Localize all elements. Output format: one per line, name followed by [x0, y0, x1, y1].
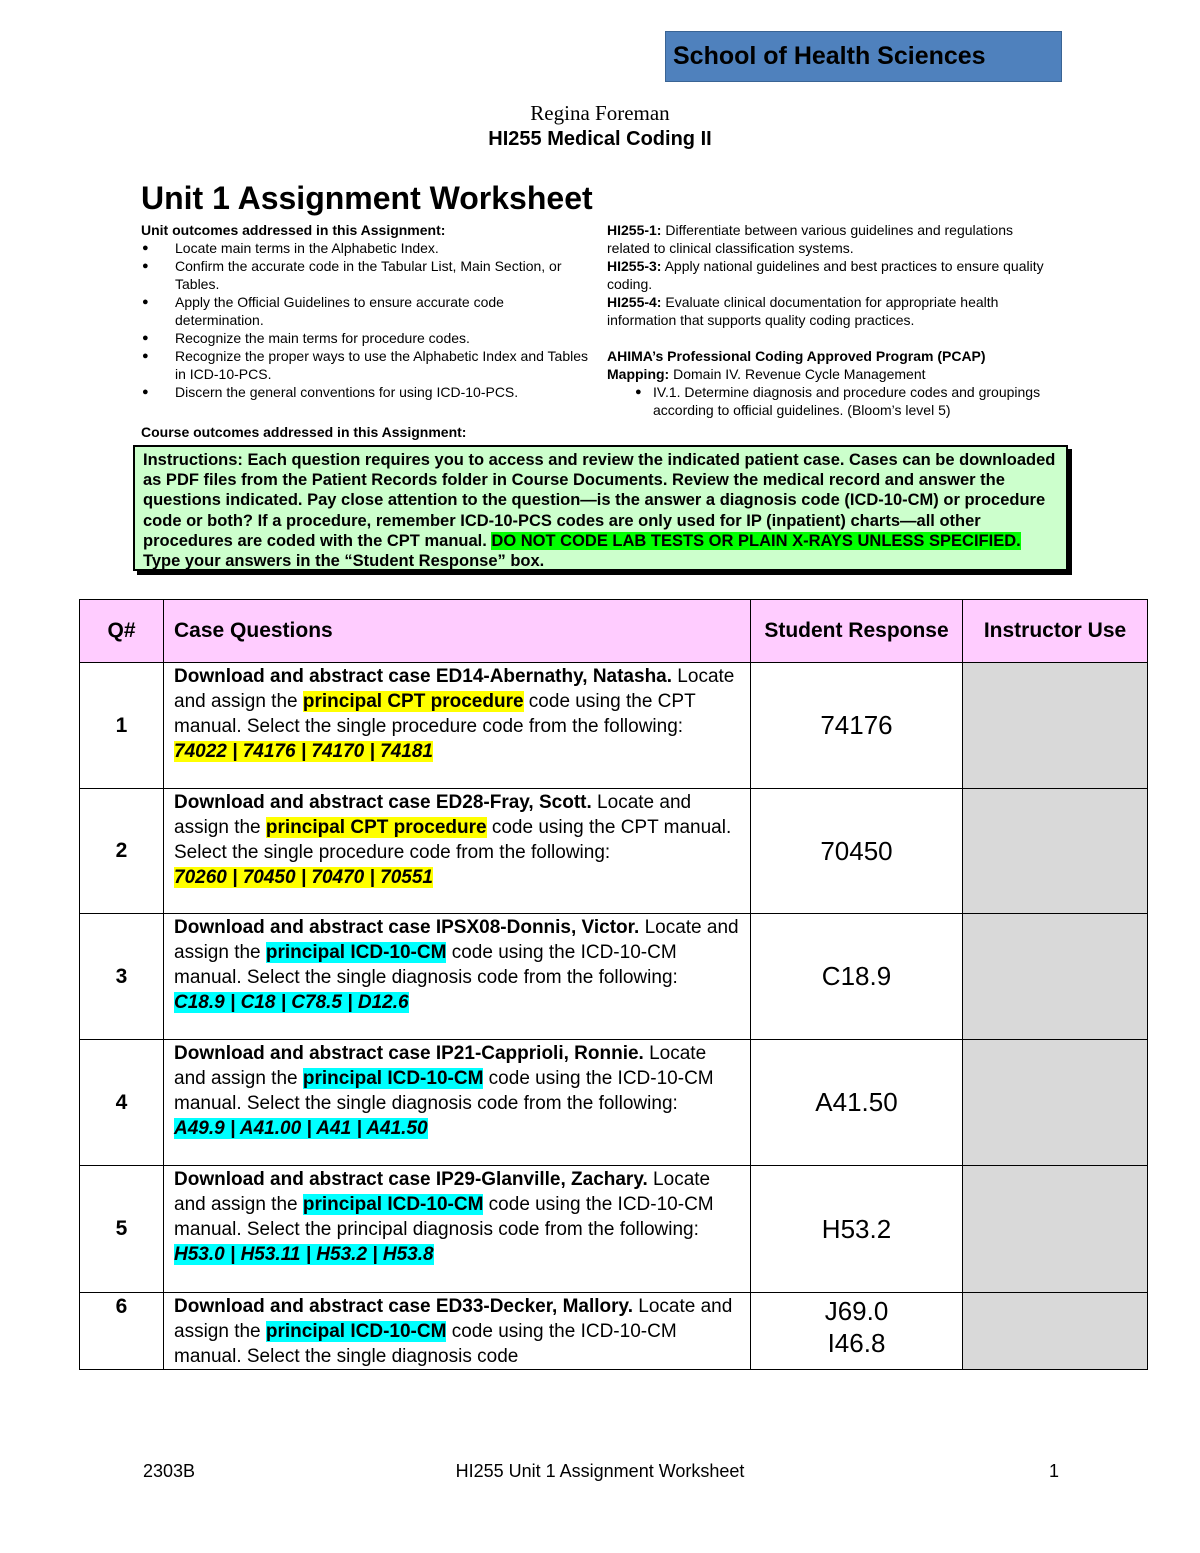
header-instructor-use: Instructor Use [963, 600, 1148, 663]
outcome-code: HI255-4: [607, 294, 662, 310]
case-prompt: Locate and assign the [174, 1169, 711, 1215]
unit-outcomes-list [141, 239, 596, 401]
header-qnum: Q# [80, 600, 164, 663]
response-value: 70450 [820, 835, 893, 866]
student-name: Regina Foreman [530, 101, 670, 125]
response-value: 74176 [820, 710, 893, 740]
instructor-use-cell [963, 914, 1148, 1040]
question-number: 1 [80, 663, 164, 789]
case-prompt: Locate and assign the [174, 792, 692, 838]
table-row [80, 1166, 1148, 1293]
pcap-heading: AHIMA’s Professional Coding Approved Program (PCAP) [607, 348, 986, 364]
course-title: HI255 Medical Coding II [488, 128, 712, 150]
instructions-warning: DO NOT CODE LAB TESTS OR PLAIN X-RAYS UNLESS SPECIFIED. [491, 531, 1021, 550]
mapping-label: Mapping: [607, 366, 670, 382]
question-highlight: principal CPT procedure [302, 691, 524, 712]
question-text [164, 663, 751, 789]
code-options: A49.9 | A41.00 | A41 | A41.50 [174, 1118, 428, 1139]
case-prompt-rest: code using the ICD-10-CM manual. Select the single diagnosis code from the following: [174, 1068, 714, 1114]
unit-outcomes [141, 221, 596, 401]
case-title: Download and abstract case IP29-Glanville, Zachary. [174, 1169, 648, 1190]
case-prompt-rest: code using the CPT manual. Select the single procedure code from the following: [174, 817, 732, 863]
question-number: 4 [80, 1040, 164, 1166]
list-item: ● Confirm the accurate code in the Tabular List, Main Section, or Tables. [141, 257, 596, 293]
outcome-text: Differentiate between various guidelines and regulations related to clinical classification systems. [607, 222, 1013, 256]
outcome-text: Apply national guidelines and best practices to ensure quality coding. [607, 258, 1044, 292]
case-prompt-rest: code using the ICD-10-CM manual. Select the single diagnosis code from the following: [174, 942, 678, 988]
code-options: 74022 | 74176 | 74170 | 74181 [174, 741, 433, 762]
school-banner [665, 31, 1062, 82]
question-number: 5 [80, 1166, 164, 1293]
question-text [164, 914, 751, 1040]
question-number: 6 [80, 1293, 164, 1370]
case-prompt: Locate and assign the [174, 1043, 707, 1089]
outcome-text: Evaluate clinical documentation for appropriate health information that supports quality coding practices. [607, 294, 999, 328]
instructor-use-cell [963, 1040, 1148, 1166]
mapping-list [607, 383, 1057, 419]
list-item: ● Recognize the main terms for procedure codes. [141, 329, 596, 347]
instructor-use-cell [963, 789, 1148, 914]
case-title: Download and abstract case ED28-Fray, Scott. [174, 792, 592, 813]
outcome-code: HI255-3: [607, 258, 662, 274]
student-response[interactable] [751, 1293, 963, 1370]
student-response[interactable] [751, 1040, 963, 1166]
student-response[interactable] [751, 1166, 963, 1293]
case-title: Download and abstract case IPSX08-Donnis, Victor. [174, 917, 640, 938]
table-row [80, 663, 1148, 789]
student-response[interactable] [751, 789, 963, 914]
instructor-use-cell [963, 1293, 1148, 1370]
question-highlight: principal ICD-10-CM [302, 1194, 484, 1215]
question-highlight: principal CPT procedure [265, 817, 487, 838]
course-outcome-1 [607, 221, 1057, 257]
instructor-use-cell [963, 663, 1148, 789]
page-title: Unit 1 Assignment Worksheet [141, 180, 593, 216]
course-outcome-4 [607, 293, 1057, 329]
header-case-questions: Case Questions [164, 600, 751, 663]
question-number: 2 [80, 789, 164, 914]
question-number: 3 [80, 914, 164, 1040]
table-header-row [80, 600, 1148, 663]
table-row [80, 914, 1148, 1040]
case-title: Download and abstract case IP21-Capprioli, Ronnie. [174, 1043, 644, 1064]
case-prompt-rest: code using the ICD-10-CM manual. Select the single diagnosis code [174, 1321, 677, 1367]
list-item: ● IV.1. Determine diagnosis and procedure codes and groupings according to official guidelines. (Bloom’s level 5) [607, 383, 1057, 419]
instructions-suffix: Type your answers in the “Student Response” box. [143, 552, 545, 571]
page-number: 1 [1049, 1461, 1060, 1481]
header-student-response: Student Response [751, 600, 963, 663]
table-row [80, 1293, 1148, 1370]
outcome-code: HI255-1: [607, 222, 662, 238]
question-highlight: principal ICD-10-CM [265, 942, 447, 963]
response-value: C18.9 [821, 961, 892, 991]
response-value: H53.2 [821, 1213, 892, 1244]
response-value: I46.8 [827, 1328, 886, 1358]
response-value: A41.50 [815, 1087, 898, 1117]
instructions-text: Instructions: Each question requires you to access and review the indicated patient case. Cases can be downloaded as PDF files from the Patient Records folder in Course Documents. Review the medical record and answer the questions indicated. Pay close attention to the question—is the answer a diagnosis code (ICD-10-CM) or procedure code or both? If a procedure, remember ICD-10-PCS codes are only used for IP (inpatient) charts—all other procedures are coded with the CPT manual. [143, 451, 1056, 550]
instructor-use-cell [963, 1166, 1148, 1293]
course-outcome-3 [607, 257, 1057, 293]
case-prompt: Locate and assign the [174, 1296, 733, 1342]
list-item: ● Discern the general conventions for using ICD-10-PCS. [141, 383, 596, 401]
case-prompt-rest: code using the ICD-10-CM manual. Select the principal diagnosis code from the following: [174, 1194, 714, 1240]
question-highlight: principal ICD-10-CM [302, 1068, 484, 1089]
course-outcomes [607, 221, 1057, 419]
question-text [164, 789, 751, 914]
footer-term: 2303B [143, 1461, 196, 1481]
code-options: H53.0 | H53.11 | H53.2 | H53.8 [174, 1244, 434, 1265]
table-row [80, 1040, 1148, 1166]
case-title: Download and abstract case ED14-Abernathy, Natasha. [174, 666, 673, 687]
list-item: ● Recognize the proper ways to use the Alphabetic Index and Tables in ICD-10-PCS. [141, 347, 596, 383]
course-outcomes-heading: Course outcomes addressed in this Assignment: [141, 424, 467, 440]
case-prompt-rest: code using the CPT manual. Select the single procedure code from the following: [174, 691, 696, 737]
list-item: ● Locate main terms in the Alphabetic Index. [141, 239, 596, 257]
list-item: ● Apply the Official Guidelines to ensure accurate code determination. [141, 293, 596, 329]
case-prompt: Locate and assign the [174, 917, 739, 963]
questions-table [79, 599, 1148, 1370]
unit-outcomes-heading: Unit outcomes addressed in this Assignment: [141, 222, 446, 238]
student-response[interactable] [751, 914, 963, 1040]
question-text [164, 1293, 751, 1370]
code-options: 70260 | 70450 | 70470 | 70551 [174, 867, 433, 888]
pcap-mapping [607, 365, 1057, 383]
student-response[interactable] [751, 663, 963, 789]
banner-title: School of Health Sciences [673, 42, 986, 70]
response-value: J69.0 [824, 1296, 889, 1326]
question-highlight: principal ICD-10-CM [265, 1321, 447, 1342]
instructions-box [133, 445, 1068, 571]
case-title: Download and abstract case ED33-Decker, Mallory. [174, 1296, 633, 1317]
mapping-text: Domain IV. Revenue Cycle Management [673, 366, 926, 382]
question-text [164, 1166, 751, 1293]
code-options: C18.9 | C18 | C78.5 | D12.6 [174, 992, 409, 1013]
case-prompt: Locate and assign the [174, 666, 735, 712]
table-row [80, 789, 1148, 914]
question-text [164, 1040, 751, 1166]
footer-title: HI255 Unit 1 Assignment Worksheet [455, 1461, 745, 1481]
